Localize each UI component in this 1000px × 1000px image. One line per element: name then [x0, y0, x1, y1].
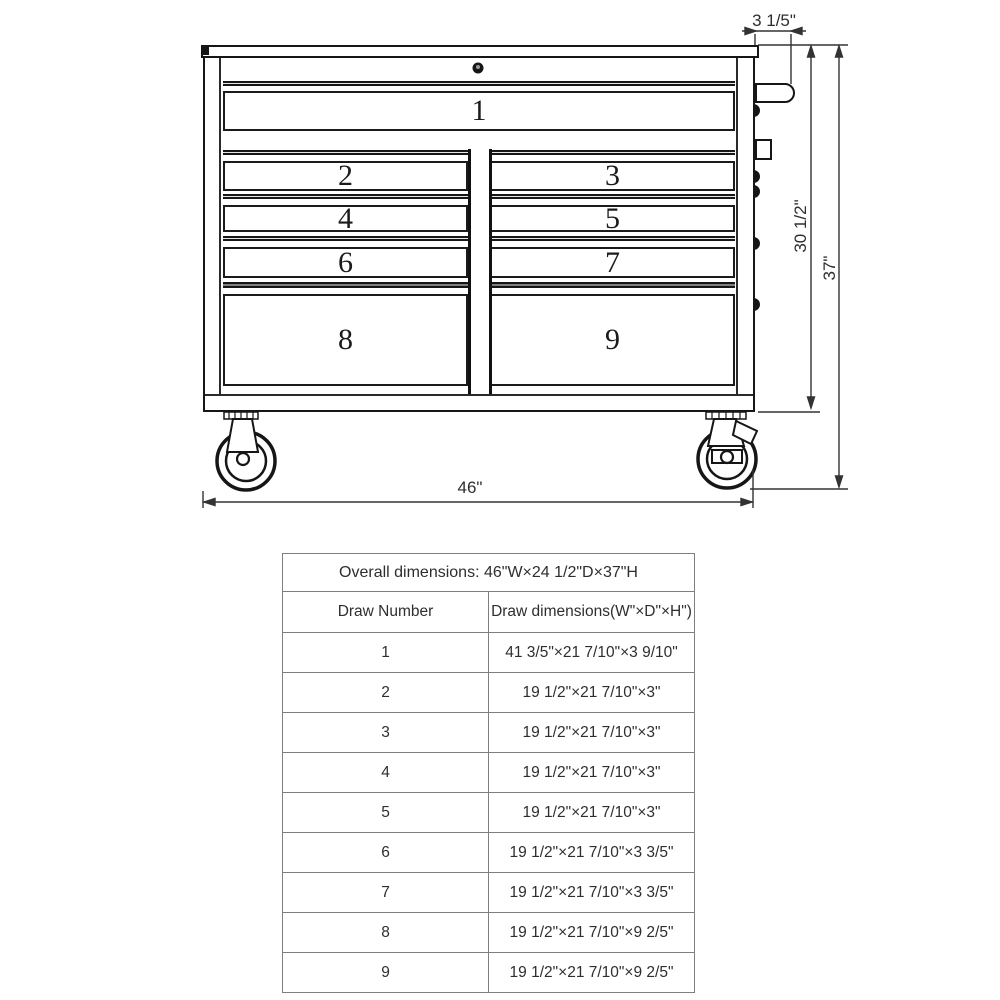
table-row: [283, 753, 695, 793]
right-caster: [698, 412, 757, 488]
drawer-8-label: 8: [338, 323, 353, 356]
left-caster: [217, 412, 275, 490]
table-row: [283, 713, 695, 753]
row-3-number: 3: [283, 713, 489, 753]
spec-table: [282, 553, 695, 993]
table-row: [283, 833, 695, 873]
row-6-number: 6: [283, 833, 489, 873]
row-7-number: 7: [283, 873, 489, 913]
table-row: [283, 953, 695, 993]
row-3-dimensions: 19 1/2"×21 7/10"×3": [489, 713, 695, 753]
drawer-6-label: 6: [338, 245, 353, 279]
dimension-handle-depth: [742, 28, 806, 85]
drawer-2-label: 2: [338, 159, 353, 192]
row-7-dimensions: 19 1/2"×21 7/10"×3 3/5": [489, 873, 695, 913]
row-4-dimensions: 19 1/2"×21 7/10"×3": [489, 753, 695, 793]
row-8-number: 8: [283, 913, 489, 953]
row-2-number: 2: [283, 673, 489, 713]
row-4-number: 4: [283, 753, 489, 793]
table-row: [283, 673, 695, 713]
lock-icon: [473, 63, 484, 74]
row-1-number: 1: [283, 633, 489, 673]
row-9-dimensions: 19 1/2"×21 7/10"×9 2/5": [489, 953, 695, 993]
drawer-4-label: 4: [338, 201, 353, 235]
table-row: [283, 633, 695, 673]
handle-depth-label: 3 1/5": [752, 11, 796, 30]
drawer-9-label: 9: [605, 323, 620, 356]
body-height-label: 30 1/2": [791, 199, 810, 253]
row-8-dimensions: 19 1/2"×21 7/10"×9 2/5": [489, 913, 695, 953]
row-5-number: 5: [283, 793, 489, 833]
overall-dimensions-row: [283, 554, 695, 592]
row-5-dimensions: 19 1/2"×21 7/10"×3": [489, 793, 695, 833]
width-label: 46": [457, 478, 483, 497]
overall-dimensions-text: Overall dimensions: 46"W×24 1/2"D×37"H: [283, 554, 695, 592]
table-header-row: [283, 592, 695, 633]
row-9-number: 9: [283, 953, 489, 993]
table-row: [283, 913, 695, 953]
col-header-draw-dimensions: Draw dimensions(W"×D"×H"): [489, 592, 695, 633]
col-header-draw-number: Draw Number: [283, 592, 489, 633]
row-6-dimensions: 19 1/2"×21 7/10"×3 3/5": [489, 833, 695, 873]
table-row: [283, 793, 695, 833]
drawer-7-label: 7: [605, 245, 620, 279]
overall-height-label: 37": [820, 255, 839, 281]
row-2-dimensions: 19 1/2"×21 7/10"×3": [489, 673, 695, 713]
row-1-dimensions: 41 3/5"×21 7/10"×3 9/10": [489, 633, 695, 673]
drawer-1-label: 1: [471, 94, 487, 127]
drawer-3-label: 3: [605, 159, 620, 192]
table-row: [283, 873, 695, 913]
drawer-5-label: 5: [605, 201, 620, 235]
